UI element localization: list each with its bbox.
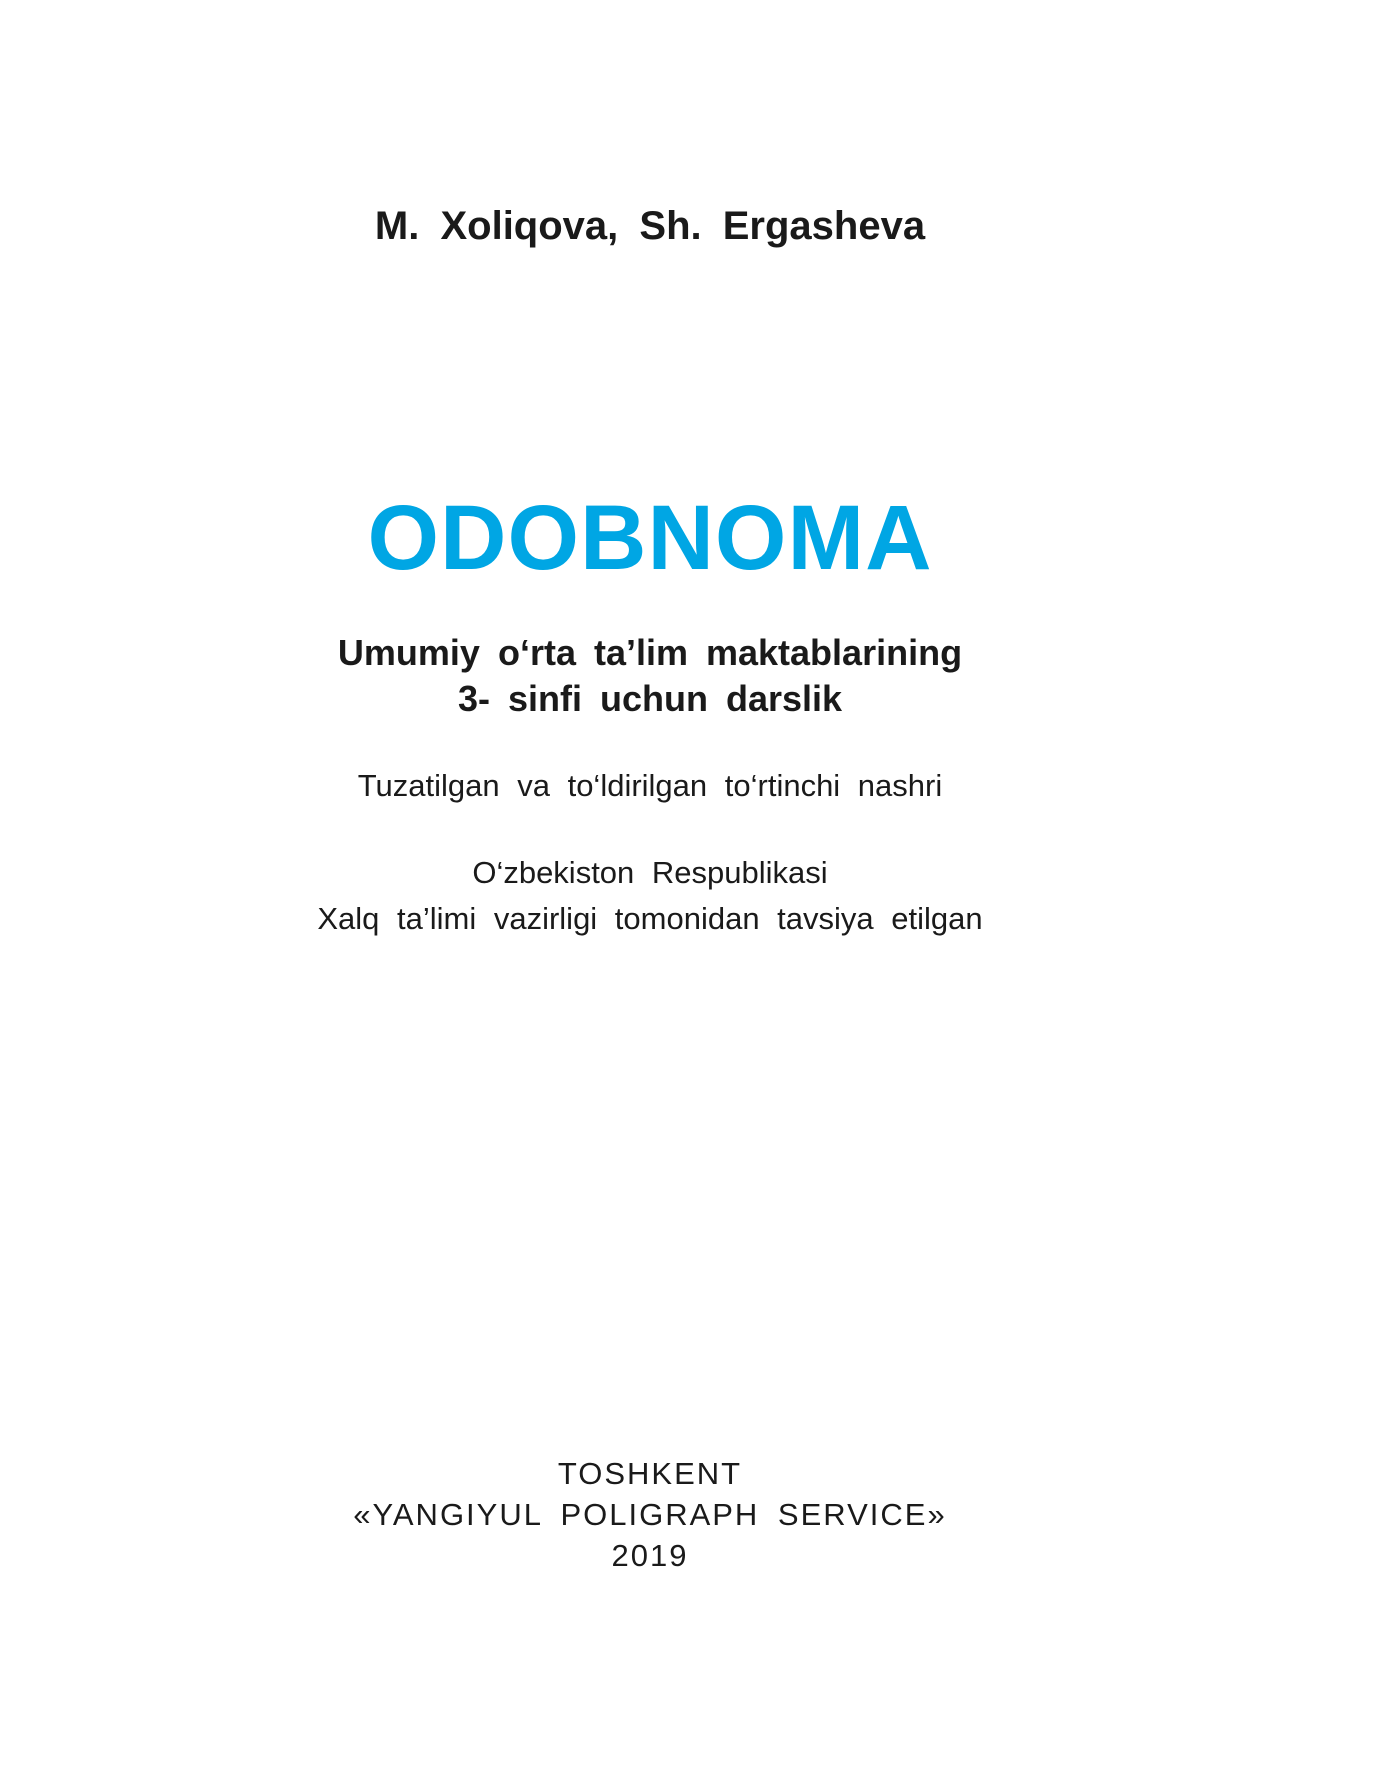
book-title: ODOBNOMA — [367, 487, 933, 589]
subtitle-line-2: 3- sinfi uchun darslik — [457, 678, 843, 719]
imprint-year: 2019 — [611, 1538, 689, 1573]
approval-line-1: O‘zbekiston Respublikasi — [472, 855, 828, 890]
imprint-publisher: «YANGIYUL POLIGRAPH SERVICE» — [353, 1497, 947, 1532]
edition-note: Tuzatilgan va to‘ldirilgan to‘rtinchi nashri — [357, 768, 943, 803]
approval-line-2: Xalq ta’limi vazirligi tomonidan tavsiya etilgan — [317, 901, 983, 936]
authors: M. Xoliqova, Sh. Ergasheva — [374, 204, 926, 248]
imprint-city: TOSHKENT — [557, 1456, 743, 1491]
subtitle-line-1: Umumiy o‘rta ta’lim maktablarining — [337, 632, 963, 673]
